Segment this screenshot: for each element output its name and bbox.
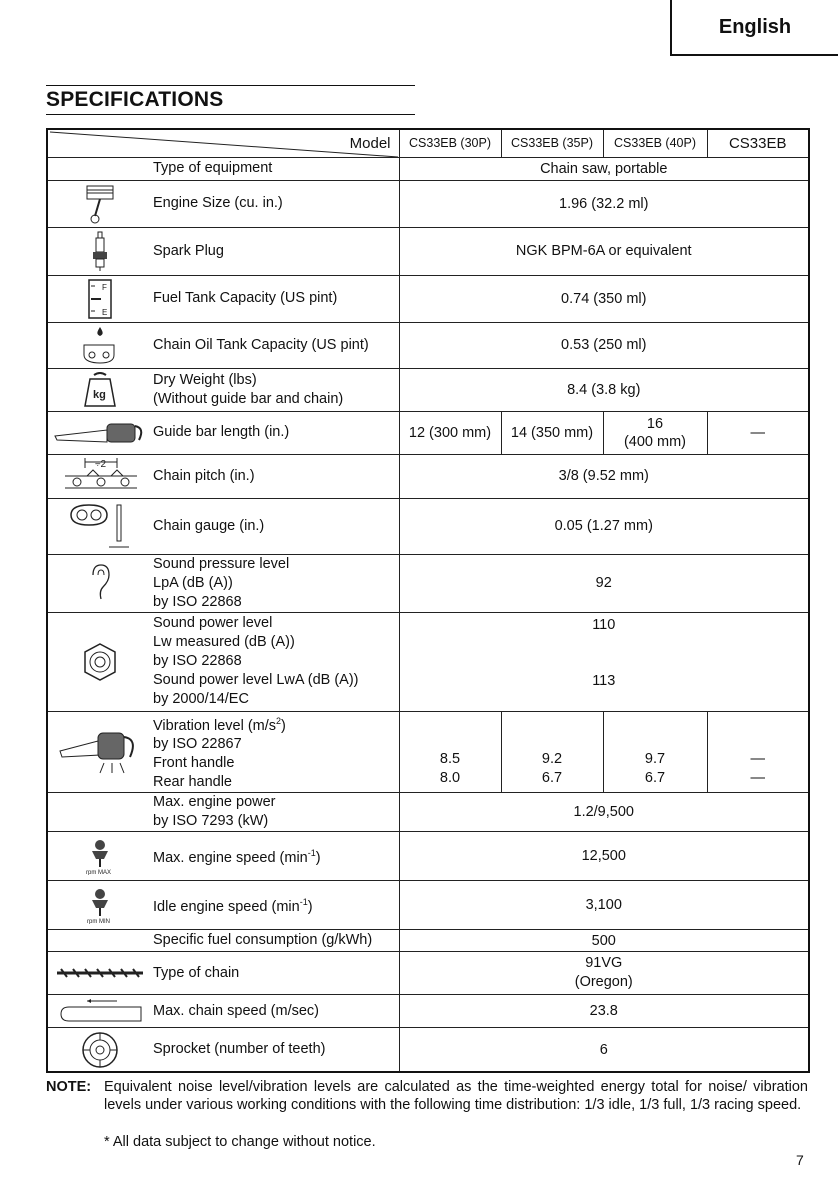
vibration-rear-35p: 6.7 (541, 769, 563, 786)
fuel-consumption-value: 500 (399, 930, 809, 952)
type-of-chain-value-1: 91VG (585, 955, 623, 972)
title-rule-bottom (46, 114, 415, 115)
diagonal-line (48, 130, 400, 158)
chain-gauge-row (47, 498, 809, 554)
specifications-table (46, 128, 810, 1073)
tachometer-min-icon (80, 886, 120, 924)
sound-power-line-5: by 2000/14/EC (153, 691, 249, 707)
model-40p: CS33EB (40P) (603, 129, 707, 157)
sound-pressure-value: 92 (399, 554, 809, 612)
vibration-rear-30p: 8.0 (439, 769, 461, 786)
model-35p: CS33EB (35P) (501, 129, 603, 157)
vibration-front-40p: 9.7 (644, 750, 666, 767)
vibration-front-base: — (750, 750, 765, 767)
sound-pressure-line-3: by ISO 22868 (153, 593, 242, 610)
max-engine-power-value: 1.2/9,500 (399, 793, 809, 832)
vibration-front-label: Front handle (153, 755, 235, 772)
max-engine-power-line-2: by ISO 7293 (kW) (153, 813, 269, 830)
sprocket-label: Sprocket (number of teeth) (151, 1028, 399, 1072)
svg-text:F: F (101, 282, 107, 292)
engine-size-label: Engine Size (cu. in.) (151, 180, 399, 227)
chainsaw-icon (53, 418, 147, 448)
chain-oil-label: Chain Oil Tank Capacity (US pint) (151, 322, 399, 368)
vibration-line-2: by ISO 22867 (153, 736, 242, 753)
vibration-rear-40p: 6.7 (644, 769, 666, 786)
chain-gauge-label: Chain gauge (in.) (151, 498, 399, 554)
type-of-chain-value-2: (Oregon) (574, 974, 633, 991)
sound-pressure-row (47, 554, 809, 612)
fuel-gauge-icon (87, 278, 113, 320)
guide-bar-label: Guide bar length (in.) (151, 411, 399, 454)
idle-engine-speed-suffix: ) (307, 899, 313, 916)
page-title: SPECIFICATIONS (46, 88, 224, 111)
chain-gauge-icon (65, 501, 135, 551)
sound-power-line-1: Sound power level (153, 615, 273, 631)
chain-pitch-row (47, 454, 809, 498)
model-label: Model (349, 135, 391, 152)
vibration-rear-label: Rear handle (153, 774, 232, 791)
type-of-equipment-value: Chain saw, portable (399, 157, 809, 180)
spark-plug-value: NGK BPM-6A or equivalent (399, 227, 809, 275)
max-engine-speed-row (47, 832, 809, 881)
page-number: 7 (796, 1152, 804, 1168)
ear-icon (85, 561, 115, 605)
language-label: English (718, 15, 792, 38)
model-30p: CS33EB (30P) (399, 129, 501, 157)
weight-icon (82, 371, 118, 409)
guide-bar-30p: 12 (300 mm) (399, 411, 501, 454)
note-block (46, 1078, 808, 1114)
guide-bar-icon (55, 997, 145, 1025)
svg-text:÷2: ÷2 (94, 459, 106, 470)
sound-power-line-3: by ISO 22868 (153, 653, 242, 669)
sound-power-row (47, 612, 809, 711)
chain-oil-row (47, 322, 809, 368)
max-engine-speed-suffix: ) (315, 850, 321, 867)
type-of-chain-row (47, 952, 809, 995)
dry-weight-label-1: Dry Weight (lbs) (153, 371, 257, 388)
sound-pressure-line-1: Sound pressure level (153, 555, 290, 572)
sprocket-value: 6 (399, 1028, 809, 1072)
max-engine-power-line-1: Max. engine power (153, 794, 276, 811)
sound-power-line-4: Sound power level LwA (dB (A)) (153, 672, 359, 688)
dry-weight-value: 8.4 (3.8 kg) (399, 368, 809, 411)
dry-weight-label-2: (Without guide bar and chain) (153, 390, 344, 407)
spark-plug-row (47, 227, 809, 275)
chain-oil-value: 0.53 (250 ml) (399, 322, 809, 368)
max-chain-speed-value: 23.8 (399, 995, 809, 1028)
note-label: NOTE: (46, 1079, 92, 1095)
vibration-line-1-end: ) (281, 717, 286, 734)
max-chain-speed-label: Max. chain speed (m/sec) (151, 995, 399, 1028)
chain-gauge-value: 0.05 (1.27 mm) (399, 498, 809, 554)
guide-bar-row (47, 411, 809, 454)
engine-size-row (47, 180, 809, 227)
max-engine-speed-value: 12,500 (399, 832, 809, 881)
rpm-min-caption: rpm MIN (86, 919, 110, 925)
fuel-consumption-row (47, 930, 809, 952)
saw-chain-icon (55, 966, 145, 980)
guide-bar-35p: 14 (350 mm) (501, 411, 603, 454)
vibration-rear-base: — (750, 769, 765, 786)
idle-engine-speed-label: Idle engine speed (min (153, 899, 300, 916)
spark-plug-icon (88, 230, 112, 272)
sprocket-row (47, 1028, 809, 1072)
dry-weight-row (47, 368, 809, 411)
idle-engine-speed-value: 3,100 (399, 881, 809, 930)
vibration-front-30p: 8.5 (439, 750, 461, 767)
type-of-equipment-label: Type of equipment (151, 157, 399, 180)
title-rule-top (46, 85, 415, 86)
model-base: CS33EB (707, 129, 809, 157)
sound-power-line-2: Lw measured (dB (A)) (153, 634, 295, 650)
vibration-line-1: Vibration level (m/s (153, 717, 277, 734)
sound-power-value-measured: 110 (592, 616, 616, 633)
fuel-tank-row (47, 275, 809, 322)
spark-plug-label: Spark Plug (151, 227, 399, 275)
engine-size-value: 1.96 (32.2 ml) (399, 180, 809, 227)
model-header-cell (47, 129, 399, 157)
note-text: Equivalent noise level/vibration levels are calculated as the time-weighted energy total for noise/ vibration levels under various working conditions with the following time distribution: 1/3 idle, 1/3 full, 1/3 racing speed. (104, 1079, 808, 1113)
chain-pitch-value: 3/8 (9.52 mm) (399, 454, 809, 498)
sound-pressure-line-2: LpA (dB (A)) (153, 574, 233, 591)
vibration-front-35p: 9.2 (541, 750, 563, 767)
fuel-consumption-label: Specific fuel consumption (g/kWh) (151, 930, 399, 952)
max-engine-power-row (47, 793, 809, 832)
rpm-max-caption: rpm MAX (85, 870, 111, 876)
svg-text:E: E (101, 307, 107, 317)
sound-power-icon (80, 642, 120, 682)
max-engine-speed-label: Max. engine speed (min (153, 850, 308, 867)
max-engine-speed-sup: -1 (307, 848, 316, 859)
guide-bar-40p-line1: 16 (646, 415, 664, 432)
guide-bar-40p-line2: (400 mm) (623, 433, 687, 450)
max-chain-speed-row (47, 995, 809, 1028)
sound-power-value-lwa: 113 (592, 672, 616, 689)
piston-icon (83, 183, 117, 225)
fuel-tank-value: 0.74 (350 ml) (399, 275, 809, 322)
svg-text:kg: kg (92, 388, 106, 401)
chain-pitch-icon (55, 456, 145, 496)
disclaimer: * All data subject to change without notice. (104, 1134, 376, 1150)
type-of-equipment-row (47, 157, 809, 180)
type-of-chain-label: Type of chain (151, 952, 399, 995)
sprocket-icon (80, 1030, 120, 1070)
idle-engine-speed-sup: -1 (299, 897, 308, 908)
vibration-superscript: 2 (276, 715, 282, 726)
model-row (47, 129, 809, 157)
chain-pitch-label: Chain pitch (in.) (151, 454, 399, 498)
language-tab (670, 0, 838, 56)
guide-bar-base: — (707, 411, 809, 454)
fuel-tank-label: Fuel Tank Capacity (US pint) (151, 275, 399, 322)
tachometer-max-icon (80, 837, 120, 875)
idle-engine-speed-row (47, 881, 809, 930)
oil-drop-icon (78, 325, 122, 365)
vibration-icon (58, 727, 142, 777)
vibration-row (47, 711, 809, 793)
